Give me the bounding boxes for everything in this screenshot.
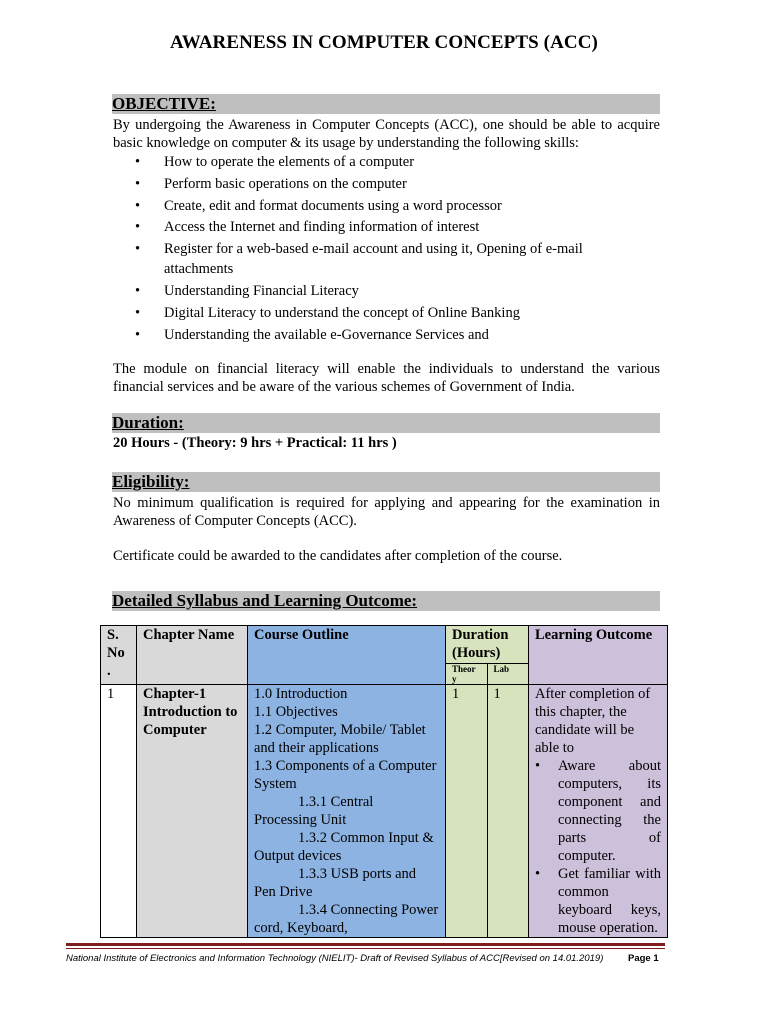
header-chapter-name: Chapter Name xyxy=(137,626,248,685)
outline-line: 1.3.3 USB ports and Pen Drive xyxy=(254,866,417,900)
header-duration: Duration (Hours) xyxy=(446,626,529,664)
outline-line xyxy=(254,793,439,829)
eligibility-heading-text: Eligibility: xyxy=(112,472,190,491)
list-item: • Digital Literacy to understand the concept of Online Banking xyxy=(135,304,520,321)
bullet-icon: • xyxy=(135,326,141,343)
eligibility-heading xyxy=(112,472,660,492)
header-sno: S. No . xyxy=(101,626,137,685)
table-row xyxy=(101,685,668,938)
outline-line: 1.3.4 Connecting Power cord, Keyboard, xyxy=(254,902,439,936)
outline-line: 1.3.2 Common Input & Output devices xyxy=(254,830,434,864)
duration-text: 20 Hours - (Theory: 9 hrs + Practical: 11 hrs ) xyxy=(113,435,397,451)
footer-divider-thick xyxy=(66,943,665,946)
header-course-outline: Course Outline xyxy=(248,626,446,685)
outline-line: 1.0 Introduction xyxy=(254,686,348,702)
list-item: • Register for a web-based e-mail account and using it, Opening of e-mail attachments xyxy=(135,241,583,278)
row-learning-outcome xyxy=(529,685,668,938)
table-header-row xyxy=(101,626,668,664)
bullet-icon: • xyxy=(535,758,541,774)
outline-line: 1.3 Components of a Computer System xyxy=(254,758,437,792)
header-lab: Lab xyxy=(487,663,529,684)
duration-heading-text: Duration: xyxy=(112,413,184,432)
list-item: • Access the Internet and finding information of interest xyxy=(135,219,480,236)
list-item: • Get familiar with common keyboard keys, mouse operation. xyxy=(535,866,661,936)
bullet-icon: • xyxy=(535,866,541,882)
list-item: • Understanding Financial Literacy xyxy=(135,282,359,299)
document-title: AWARENESS IN COMPUTER CONCEPTS (ACC) xyxy=(170,32,598,53)
objective-bullet-list xyxy=(113,152,613,346)
financial-literacy-paragraph: The module on financial literacy will enable the individuals to understand the various financial services and be aware of the various schemes of Government of India. xyxy=(113,361,660,395)
duration-heading xyxy=(112,413,660,433)
header-learning-outcome: Learning Outcome xyxy=(529,626,668,685)
footer-text: National Institute of Electronics and Information Technology (NIELIT)- Draft of Revised Syllabus of ACC[Revised on 14.01.2019) xyxy=(66,953,604,964)
footer-divider-thin xyxy=(66,948,665,949)
certificate-text: Certificate could be awarded to the candidates after completion of the course. xyxy=(113,548,563,564)
bullet-icon: • xyxy=(135,154,141,170)
list-item: • Aware about computers, its component and connecting the parts of computer. xyxy=(535,758,661,864)
objective-intro: By undergoing the Awareness in Computer Concepts (ACC), one should be able to acquire basic knowledge on computer & its usage by understanding the following skills: xyxy=(113,117,660,151)
header-theory: Theor y xyxy=(446,663,488,684)
bullet-icon: • xyxy=(135,304,141,321)
bullet-icon: • xyxy=(135,241,141,258)
page-number: Page 1 xyxy=(628,953,659,964)
syllabus-heading xyxy=(112,591,660,611)
bullet-icon: • xyxy=(135,175,141,192)
list-item: • Create, edit and format documents using a word processor xyxy=(135,197,502,214)
syllabus-heading-text: Detailed Syllabus and Learning Outcome: xyxy=(112,591,418,610)
list-item: • How to operate the elements of a computer xyxy=(135,154,415,170)
learning-points xyxy=(535,757,661,937)
row-theory-hours: 1 xyxy=(446,685,488,938)
bullet-icon: • xyxy=(135,282,141,299)
row-sno: 1 xyxy=(101,685,137,938)
outline-indented: 1.3.1 Central Processing Unit xyxy=(254,794,374,828)
learning-intro: After completion of this chapter, the candidate will be able to xyxy=(535,686,651,756)
row-course-outline xyxy=(248,685,446,938)
objective-heading-text: OBJECTIVE: xyxy=(112,94,216,113)
list-item: • Understanding the available e-Governance Services and xyxy=(135,326,489,343)
eligibility-text: No minimum qualification is required for applying and appearing for the examination in Awareness of Computer Concepts (ACC). xyxy=(113,495,660,529)
bullet-icon: • xyxy=(135,219,141,236)
syllabus-table xyxy=(100,625,668,938)
list-item: • Perform basic operations on the computer xyxy=(135,175,407,192)
bullet-icon: • xyxy=(135,197,141,214)
outline-line: 1.1 Objectives xyxy=(254,704,338,720)
outline-line: 1.2 Computer, Mobile/ Tablet and their applications xyxy=(254,722,426,756)
objective-heading xyxy=(112,94,660,114)
row-lab-hours: 1 xyxy=(487,685,529,938)
row-chapter-name: Chapter-1 Introduction to Computer xyxy=(137,685,248,938)
